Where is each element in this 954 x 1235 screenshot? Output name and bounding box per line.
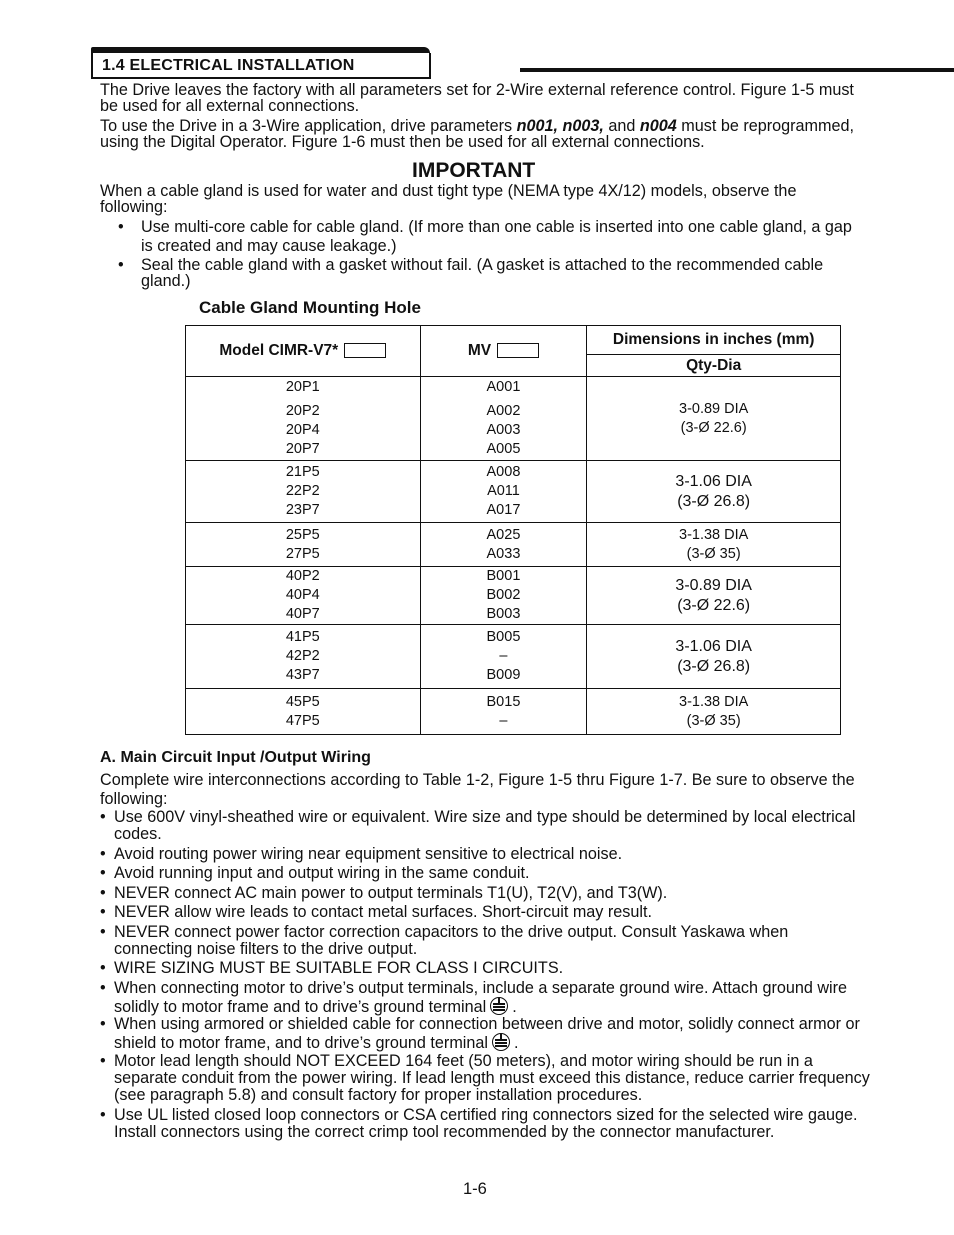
table-row bbox=[186, 625, 841, 689]
mv-cell-value: A002 bbox=[486, 403, 521, 419]
model-cell-value: 40P7 bbox=[285, 606, 320, 622]
mv-cell-value: A017 bbox=[486, 502, 521, 518]
qty-dia-cell bbox=[587, 567, 841, 625]
section-a-intro: Complete wire interconnections according to Table 1-2, Figure 1-5 thru Figure 1-7. Be sure to observe the following: bbox=[100, 771, 855, 808]
header-qty-dia: Qty-Dia bbox=[587, 355, 841, 377]
model-cell-value: 21P5 bbox=[285, 464, 320, 480]
dia-inches: 3-1.38 DIA bbox=[679, 526, 749, 543]
dia-mm: (3-Ø 35) bbox=[686, 545, 741, 562]
section-title: 1.4 ELECTRICAL INSTALLATION bbox=[102, 57, 355, 74]
mv-cell bbox=[420, 377, 587, 461]
dia-inches: 3-1.06 DIA bbox=[675, 472, 752, 490]
param-list-2: n004 bbox=[639, 117, 677, 135]
dia-inches: 3-1.38 DIA bbox=[679, 693, 749, 710]
model-cell-value: 43P7 bbox=[285, 667, 320, 683]
ground-terminal-icon bbox=[490, 997, 508, 1015]
dia-mm: (3-Ø 22.6) bbox=[677, 596, 751, 614]
dia-mm: (3-Ø 26.8) bbox=[677, 657, 751, 675]
model-cell-value: 47P5 bbox=[285, 712, 320, 729]
table-row bbox=[186, 461, 841, 523]
mv-cell-value: A003 bbox=[486, 422, 521, 438]
model-cell-value: 22P2 bbox=[285, 483, 320, 499]
dia-inches: 3-1.06 DIA bbox=[675, 637, 752, 655]
mv-cell-value: – bbox=[499, 648, 508, 664]
table-row bbox=[186, 689, 841, 735]
bullet-dot: • bbox=[100, 808, 106, 826]
table-row bbox=[186, 567, 841, 625]
important-text: When a cable gland is used for water and dust tight type (NEMA type 4X/12) models, observe the following: bbox=[100, 182, 797, 216]
model-cell-value: 27P5 bbox=[285, 545, 320, 562]
model-cell-value: 20P2 bbox=[285, 403, 320, 419]
mv-cell bbox=[420, 523, 587, 567]
section-header-tab bbox=[90, 47, 430, 80]
mv-cell-value: A008 bbox=[486, 464, 521, 480]
qty-dia-cell bbox=[587, 689, 841, 735]
model-suffix-box bbox=[344, 343, 386, 358]
mv-cell-value: B002 bbox=[486, 587, 521, 603]
model-cell-value: 23P7 bbox=[285, 502, 320, 518]
header-model: Model CIMR-V7* bbox=[186, 326, 421, 377]
model-cell bbox=[186, 689, 421, 735]
page-number: 1-6 bbox=[463, 1180, 487, 1198]
table-row bbox=[186, 523, 841, 567]
dia-inches: 3-0.89 DIA bbox=[675, 576, 752, 594]
table-row bbox=[186, 377, 841, 461]
param-list-1: n001, n003, bbox=[516, 117, 604, 135]
mv-cell-value: B005 bbox=[486, 629, 521, 645]
model-cell-value: 25P5 bbox=[285, 526, 320, 543]
mv-cell-value: B003 bbox=[486, 606, 521, 622]
header-mv: MV bbox=[420, 326, 587, 377]
model-cell-value: 20P1 bbox=[285, 379, 320, 395]
qty-dia-cell bbox=[587, 377, 841, 461]
qty-dia-cell bbox=[587, 625, 841, 689]
intro-paragraph-1: The Drive leaves the factory with all parameters set for 2-Wire external reference control. Figure 1-5 must be used for all external connections. bbox=[100, 81, 854, 115]
cable-gland-table bbox=[185, 325, 841, 735]
bullet-dot: • bbox=[100, 884, 106, 902]
bullet-dot: • bbox=[100, 923, 106, 941]
mv-cell-value: B001 bbox=[486, 568, 521, 584]
bullet-dot: • bbox=[100, 903, 106, 921]
model-cell bbox=[186, 523, 421, 567]
model-cell bbox=[186, 625, 421, 689]
header-dimensions: Dimensions in inches (mm) bbox=[587, 326, 841, 355]
mv-cell-value: B009 bbox=[486, 667, 521, 683]
mv-cell bbox=[420, 461, 587, 523]
bullet-dot: • bbox=[100, 979, 106, 997]
bullet-dot: • bbox=[100, 845, 106, 863]
bullet-dot: • bbox=[118, 218, 124, 236]
section-a-heading: A. Main Circuit Input /Output Wiring bbox=[100, 749, 371, 766]
header-rule bbox=[520, 68, 954, 72]
bullet-dot: • bbox=[118, 256, 124, 274]
model-cell-value: 42P2 bbox=[285, 648, 320, 664]
model-cell-value: 20P4 bbox=[285, 422, 320, 438]
bullet-dot: • bbox=[100, 1052, 106, 1070]
dia-inches: 3-0.89 DIA bbox=[679, 400, 749, 417]
mv-cell-value: A033 bbox=[486, 545, 521, 562]
ground-terminal-icon bbox=[492, 1033, 510, 1051]
table-title: Cable Gland Mounting Hole bbox=[199, 298, 421, 317]
mv-cell bbox=[420, 625, 587, 689]
mv-cell-value: A025 bbox=[486, 526, 521, 543]
mv-cell-value: – bbox=[499, 712, 508, 729]
mv-cell-value: B015 bbox=[486, 693, 521, 710]
model-cell-value: 40P4 bbox=[285, 587, 320, 603]
model-cell bbox=[186, 461, 421, 523]
dia-mm: (3-Ø 26.8) bbox=[677, 492, 751, 510]
model-cell-value: 45P5 bbox=[285, 693, 320, 710]
important-heading: IMPORTANT bbox=[412, 159, 536, 182]
qty-dia-cell bbox=[587, 461, 841, 523]
bullet-dot: • bbox=[100, 864, 106, 882]
qty-dia-cell bbox=[587, 523, 841, 567]
dia-mm: (3-Ø 22.6) bbox=[680, 419, 747, 436]
bullet-dot: • bbox=[100, 959, 106, 977]
mv-cell-value: A001 bbox=[486, 379, 521, 395]
mv-cell-value: A005 bbox=[486, 441, 521, 457]
bullet-dot: • bbox=[100, 1015, 106, 1033]
mv-cell bbox=[420, 567, 587, 625]
mv-cell bbox=[420, 689, 587, 735]
model-cell-value: 40P2 bbox=[285, 568, 320, 584]
model-cell-value: 20P7 bbox=[285, 441, 320, 457]
model-cell bbox=[186, 567, 421, 625]
bullet-dot: • bbox=[100, 1106, 106, 1124]
dia-mm: (3-Ø 35) bbox=[686, 712, 741, 729]
model-cell bbox=[186, 377, 421, 461]
model-cell-value: 41P5 bbox=[285, 629, 320, 645]
intro-paragraph-2: To use the Drive in a 3-Wire application, drive parameters n001, n003, and n004 must be reprogrammed, using the Digital Operator. Figure 1-6 must then be used for all external connections. bbox=[100, 117, 855, 151]
mv-cell-value: A011 bbox=[487, 483, 520, 499]
mv-suffix-box bbox=[497, 343, 539, 358]
